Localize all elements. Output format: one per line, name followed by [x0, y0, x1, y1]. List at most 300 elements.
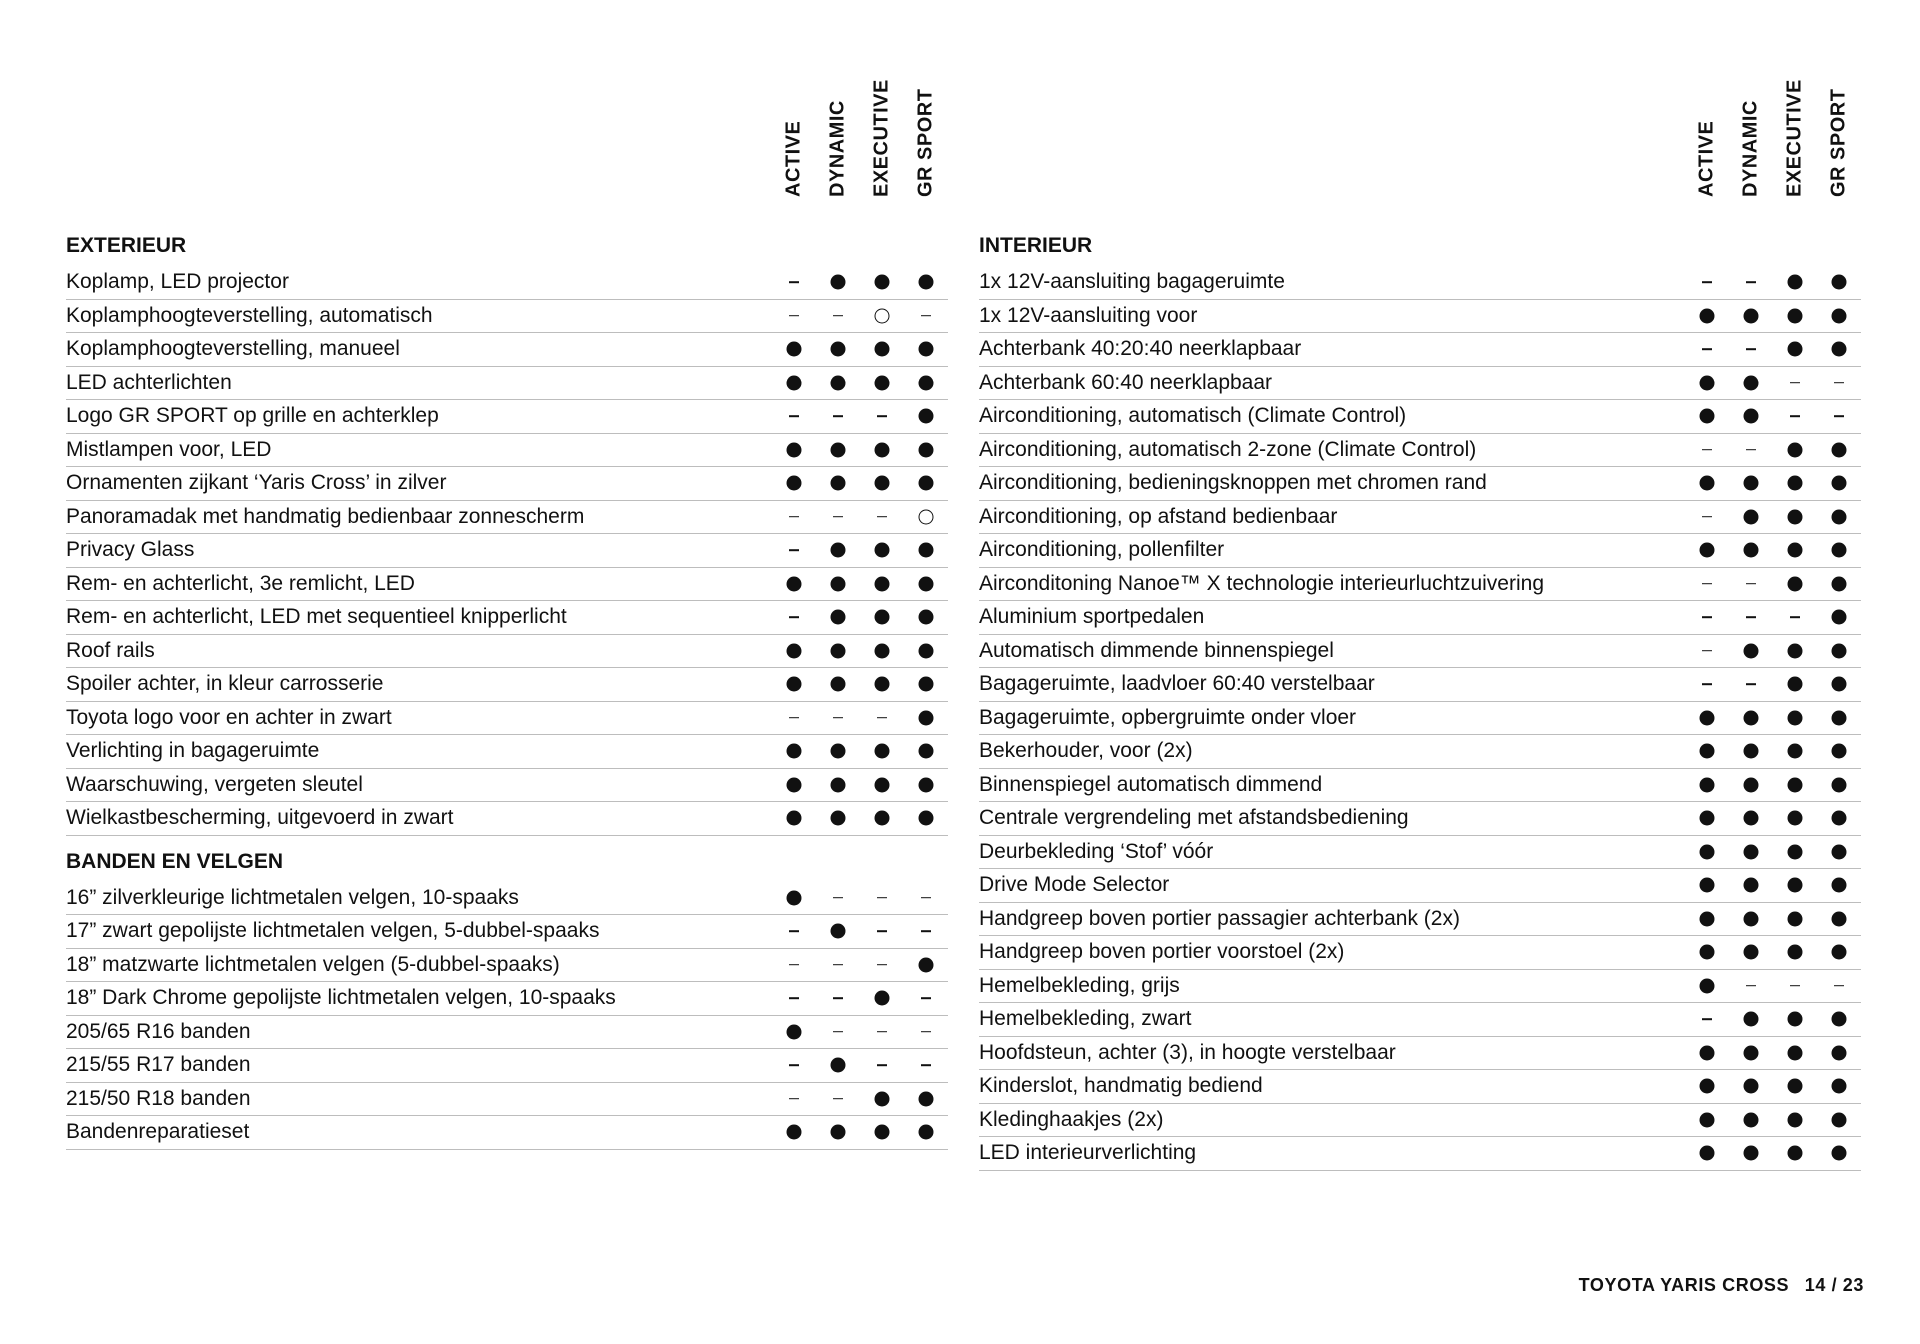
availability-cells [772, 882, 948, 915]
feature-label: Spoiler achter, in kleur carrosserie [66, 672, 384, 695]
not-available-dash-icon [877, 1031, 887, 1033]
table-row [979, 1003, 1861, 1037]
availability-cell [772, 568, 816, 601]
availability-cell [1729, 300, 1773, 333]
not-available-dash-icon [1746, 281, 1756, 283]
table-row [66, 635, 948, 669]
availability-cell [816, 434, 860, 467]
standard-dot-icon [1832, 275, 1847, 290]
availability-cell [860, 400, 904, 433]
availability-cell [1685, 534, 1729, 567]
availability-cell [904, 915, 948, 948]
grade-label: DYNAMIC [1739, 100, 1762, 197]
availability-cell [1685, 501, 1729, 534]
availability-cells [1685, 1070, 1861, 1103]
not-available-dash-icon [877, 717, 887, 719]
feature-label: Airconditioning, bedieningsknoppen met chromen rand [979, 471, 1487, 494]
availability-cell [860, 601, 904, 634]
availability-cell [772, 915, 816, 948]
availability-cells [1685, 668, 1861, 701]
availability-cell [904, 802, 948, 835]
standard-dot-icon [1832, 677, 1847, 692]
table-row [979, 367, 1861, 401]
feature-label: 18” matzwarte lichtmetalen velgen (5-dubbel-spaaks) [66, 952, 560, 976]
availability-cell [1817, 568, 1861, 601]
availability-cell [1685, 635, 1729, 668]
availability-cell [904, 702, 948, 735]
availability-cell [1773, 568, 1817, 601]
table-row [66, 434, 948, 468]
availability-cell [1773, 1137, 1817, 1170]
standard-dot-icon [1788, 476, 1803, 491]
availability-cell [860, 702, 904, 735]
not-available-dash-icon [833, 1031, 843, 1033]
availability-cell [1685, 668, 1729, 701]
availability-cell [860, 769, 904, 802]
availability-cell [1817, 903, 1861, 936]
feature-label: Koplamphoogteverstelling, manueel [66, 337, 400, 360]
availability-cell [1817, 1003, 1861, 1036]
availability-cell [1817, 1104, 1861, 1137]
standard-dot-icon [919, 744, 934, 759]
not-available-dash-icon [1702, 1018, 1712, 1020]
not-available-dash-icon [921, 897, 931, 899]
standard-dot-icon [1700, 945, 1715, 960]
feature-label: Panoramadak met handmatig bedienbaar zonnescherm [66, 504, 585, 528]
availability-cell [1817, 635, 1861, 668]
availability-cell [1817, 434, 1861, 467]
standard-dot-icon [875, 342, 890, 357]
availability-cell [1817, 467, 1861, 500]
table-row [979, 936, 1861, 970]
availability-cell [816, 333, 860, 366]
availability-cell [1773, 300, 1817, 333]
grade-header [860, 79, 904, 220]
not-available-dash-icon [1746, 348, 1756, 350]
availability-cells [1685, 869, 1861, 902]
availability-cell [860, 949, 904, 982]
availability-cell [816, 400, 860, 433]
availability-cell [1773, 668, 1817, 701]
availability-cell [860, 300, 904, 333]
not-available-dash-icon [1746, 583, 1756, 585]
table-row [979, 534, 1861, 568]
availability-cell [816, 769, 860, 802]
availability-cell [1773, 702, 1817, 735]
feature-label: Hemelbekleding, zwart [979, 1007, 1192, 1030]
standard-dot-icon [831, 1058, 846, 1073]
feature-label: Aluminium sportpedalen [979, 605, 1205, 628]
table-row [66, 300, 948, 334]
standard-dot-icon [831, 643, 846, 658]
table-row [979, 970, 1861, 1004]
availability-cell [816, 367, 860, 400]
availability-cell [772, 501, 816, 534]
feature-label: Airconditioning, automatisch 2-zone (Climate Control) [979, 437, 1477, 461]
availability-cell [1729, 702, 1773, 735]
standard-dot-icon [1700, 911, 1715, 926]
availability-cells [1685, 601, 1861, 634]
not-available-dash-icon [877, 1064, 887, 1066]
standard-dot-icon [787, 890, 802, 905]
feature-label: Kinderslot, handmatig bediend [979, 1074, 1263, 1097]
availability-cell [1685, 333, 1729, 366]
availability-cell [860, 333, 904, 366]
availability-cell [1685, 1104, 1729, 1137]
not-available-dash-icon [1702, 683, 1712, 685]
not-available-dash-icon [877, 897, 887, 899]
standard-dot-icon [787, 476, 802, 491]
table-row [66, 735, 948, 769]
standard-dot-icon [1744, 911, 1759, 926]
standard-dot-icon [831, 543, 846, 558]
availability-cell [1773, 1003, 1817, 1036]
availability-cell [1685, 300, 1729, 333]
standard-dot-icon [1832, 610, 1847, 625]
availability-cells [772, 982, 948, 1015]
standard-dot-icon [831, 811, 846, 826]
feature-label: Kledinghaakjes (2x) [979, 1107, 1164, 1131]
availability-cell [1729, 1137, 1773, 1170]
feature-label: Hemelbekleding, grijs [979, 973, 1180, 997]
availability-cell [1817, 936, 1861, 969]
table-row [66, 333, 948, 367]
table-row [66, 1049, 948, 1083]
availability-cell [1729, 333, 1773, 366]
standard-dot-icon [1700, 308, 1715, 323]
feature-label: Airconditoning Nanoe™ X technologie interieurluchtzuivering [979, 571, 1545, 595]
not-available-dash-icon [877, 930, 887, 932]
feature-label: Rem- en achterlicht, LED met sequentieel knipperlicht [66, 605, 567, 628]
availability-cell [1685, 1037, 1729, 1070]
page-number: 14 / 23 [1804, 1275, 1864, 1295]
standard-dot-icon [1788, 744, 1803, 759]
availability-cell [772, 434, 816, 467]
standard-dot-icon [919, 442, 934, 457]
availability-cell [1773, 769, 1817, 802]
table-row [66, 467, 948, 501]
table-row [66, 802, 948, 836]
feature-table-right [979, 232, 1861, 1171]
standard-dot-icon [1832, 878, 1847, 893]
not-available-dash-icon [921, 315, 931, 317]
availability-cell [904, 1083, 948, 1116]
standard-dot-icon [1700, 710, 1715, 725]
standard-dot-icon [875, 1091, 890, 1106]
not-available-dash-icon [1702, 616, 1712, 618]
availability-cells [1685, 970, 1861, 1003]
table-row [66, 400, 948, 434]
availability-cell [1817, 601, 1861, 634]
standard-dot-icon [787, 576, 802, 591]
feature-label: Bandenreparatieset [66, 1120, 250, 1143]
feature-label: Bagageruimte, laadvloer 60:40 verstelbaar [979, 672, 1375, 695]
not-available-dash-icon [833, 897, 843, 899]
standard-dot-icon [1832, 442, 1847, 457]
standard-dot-icon [1788, 777, 1803, 792]
availability-cells [772, 534, 948, 567]
standard-dot-icon [1744, 945, 1759, 960]
standard-dot-icon [919, 409, 934, 424]
availability-cell [1817, 534, 1861, 567]
feature-label: Koplamp, LED projector [66, 270, 289, 293]
grade-label: DYNAMIC [826, 100, 849, 197]
availability-cell [1773, 266, 1817, 299]
availability-cell [1729, 836, 1773, 869]
table-row [979, 333, 1861, 367]
standard-dot-icon [1832, 777, 1847, 792]
standard-dot-icon [875, 476, 890, 491]
table-row [979, 702, 1861, 736]
grade-header [904, 88, 948, 220]
standard-dot-icon [875, 610, 890, 625]
feature-label: Wielkastbescherming, uitgevoerd in zwart [66, 806, 454, 829]
availability-cells [772, 300, 948, 333]
standard-dot-icon [919, 576, 934, 591]
availability-cell [860, 501, 904, 534]
availability-cell [1817, 1137, 1861, 1170]
standard-dot-icon [787, 811, 802, 826]
availability-cell [1817, 367, 1861, 400]
standard-dot-icon [1700, 811, 1715, 826]
availability-cell [904, 982, 948, 1015]
availability-cells [1685, 300, 1861, 333]
standard-dot-icon [831, 275, 846, 290]
availability-cell [904, 467, 948, 500]
grade-label: GR SPORT [914, 88, 937, 197]
feature-label: Mistlampen voor, LED [66, 437, 272, 461]
availability-cell [1773, 333, 1817, 366]
availability-cell [816, 1083, 860, 1116]
not-available-dash-icon [1834, 382, 1844, 384]
not-available-dash-icon [789, 964, 799, 966]
availability-cell [816, 702, 860, 735]
standard-dot-icon [1700, 777, 1715, 792]
table-row [66, 1016, 948, 1050]
availability-cell [1685, 434, 1729, 467]
standard-dot-icon [1832, 744, 1847, 759]
standard-dot-icon [875, 811, 890, 826]
not-available-dash-icon [921, 997, 931, 999]
availability-cell [1773, 836, 1817, 869]
grade-label: EXECUTIVE [870, 79, 893, 197]
availability-cell [1817, 836, 1861, 869]
feature-label: 1x 12V-aansluiting voor [979, 303, 1198, 327]
standard-dot-icon [1788, 1146, 1803, 1161]
feature-label: 16” zilverkleurige lichtmetalen velgen, 10-spaaks [66, 885, 519, 909]
standard-dot-icon [787, 777, 802, 792]
availability-cells [1685, 802, 1861, 835]
availability-cells [772, 400, 948, 433]
feature-label: 18” Dark Chrome gepolijste lichtmetalen velgen, 10-spaaks [66, 986, 616, 1009]
footer-title: TOYOTA YARIS CROSS [1578, 1275, 1790, 1295]
availability-cell [772, 601, 816, 634]
availability-cells [772, 333, 948, 366]
availability-cell [816, 1016, 860, 1049]
availability-cell [1729, 1037, 1773, 1070]
feature-label: Handgreep boven portier voorstoel (2x) [979, 940, 1345, 963]
grade-headers [1685, 79, 1861, 220]
availability-cell [904, 1016, 948, 1049]
availability-cell [1729, 434, 1773, 467]
not-available-dash-icon [921, 930, 931, 932]
standard-dot-icon [1832, 342, 1847, 357]
standard-dot-icon [875, 275, 890, 290]
availability-cells [772, 702, 948, 735]
availability-cells [1685, 1037, 1861, 1070]
availability-cell [816, 1116, 860, 1149]
availability-cell [860, 367, 904, 400]
standard-dot-icon [919, 610, 934, 625]
availability-cell [816, 300, 860, 333]
availability-cell [772, 367, 816, 400]
availability-cell [1729, 970, 1773, 1003]
availability-cells [772, 367, 948, 400]
availability-cell [1685, 702, 1729, 735]
availability-cell [816, 1049, 860, 1082]
availability-cell [904, 300, 948, 333]
not-available-dash-icon [1746, 683, 1756, 685]
feature-label: Waarschuwing, vergeten sleutel [66, 772, 363, 796]
standard-dot-icon [1700, 978, 1715, 993]
standard-dot-icon [1744, 1112, 1759, 1127]
feature-label: Deurbekleding ‘Stof’ vóór [979, 839, 1214, 863]
table-row [979, 836, 1861, 870]
not-available-dash-icon [921, 1064, 931, 1066]
standard-dot-icon [919, 342, 934, 357]
availability-cells [1685, 1104, 1861, 1137]
not-available-dash-icon [1702, 650, 1712, 652]
standard-dot-icon [831, 744, 846, 759]
table-row [979, 1137, 1861, 1171]
standard-dot-icon [1700, 744, 1715, 759]
availability-cell [772, 467, 816, 500]
not-available-dash-icon [1702, 516, 1712, 518]
availability-cell [1773, 735, 1817, 768]
availability-cells [1685, 434, 1861, 467]
availability-cell [1817, 1070, 1861, 1103]
standard-dot-icon [919, 811, 934, 826]
availability-cells [1685, 1003, 1861, 1036]
availability-cell [1773, 802, 1817, 835]
availability-cell [1729, 534, 1773, 567]
not-available-dash-icon [789, 997, 799, 999]
availability-cell [772, 1049, 816, 1082]
standard-dot-icon [1788, 1045, 1803, 1060]
not-available-dash-icon [789, 315, 799, 317]
not-available-dash-icon [789, 1064, 799, 1066]
availability-cell [1817, 333, 1861, 366]
standard-dot-icon [1788, 342, 1803, 357]
table-row [66, 601, 948, 635]
availability-cell [772, 735, 816, 768]
optional-circle-icon [875, 308, 890, 323]
availability-cells [1685, 1137, 1861, 1170]
table-row [979, 434, 1861, 468]
section-title: INTERIEUR [979, 234, 1093, 257]
availability-cell [816, 467, 860, 500]
standard-dot-icon [1788, 911, 1803, 926]
standard-dot-icon [1788, 442, 1803, 457]
standard-dot-icon [1700, 878, 1715, 893]
availability-cell [860, 635, 904, 668]
availability-cells [772, 802, 948, 835]
standard-dot-icon [1744, 1079, 1759, 1094]
standard-dot-icon [919, 677, 934, 692]
feature-label: Privacy Glass [66, 538, 195, 561]
availability-cells [1685, 769, 1861, 802]
availability-cells [1685, 467, 1861, 500]
table-row [66, 982, 948, 1016]
not-available-dash-icon [833, 964, 843, 966]
availability-cell [860, 1083, 904, 1116]
availability-cells [772, 635, 948, 668]
feature-label: LED achterlichten [66, 370, 232, 394]
table-row [66, 668, 948, 702]
availability-cell [904, 882, 948, 915]
availability-cell [1685, 903, 1729, 936]
standard-dot-icon [831, 677, 846, 692]
availability-cell [904, 735, 948, 768]
availability-cells [772, 434, 948, 467]
feature-label: Hoofdsteun, achter (3), in hoogte verstelbaar [979, 1040, 1396, 1064]
table-row [66, 1083, 948, 1117]
availability-cell [860, 982, 904, 1015]
availability-cells [1685, 568, 1861, 601]
availability-cell [1685, 266, 1729, 299]
availability-cell [860, 882, 904, 915]
not-available-dash-icon [789, 415, 799, 417]
standard-dot-icon [1788, 677, 1803, 692]
section-gap [66, 836, 948, 848]
availability-cell [860, 266, 904, 299]
feature-label: Airconditioning, op afstand bedienbaar [979, 504, 1338, 528]
standard-dot-icon [787, 1125, 802, 1140]
availability-cell [1773, 1037, 1817, 1070]
standard-dot-icon [1788, 844, 1803, 859]
availability-cell [904, 601, 948, 634]
feature-label: Rem- en achterlicht, 3e remlicht, LED [66, 571, 415, 595]
availability-cell [816, 949, 860, 982]
feature-label: Airconditioning, automatisch (Climate Control) [979, 404, 1407, 427]
standard-dot-icon [919, 275, 934, 290]
standard-dot-icon [875, 442, 890, 457]
availability-cell [816, 882, 860, 915]
table-row [66, 367, 948, 401]
standard-dot-icon [875, 1125, 890, 1140]
availability-cell [772, 400, 816, 433]
standard-dot-icon [1832, 1012, 1847, 1027]
standard-dot-icon [831, 1125, 846, 1140]
standard-dot-icon [875, 375, 890, 390]
availability-cell [904, 400, 948, 433]
not-available-dash-icon [1702, 348, 1712, 350]
standard-dot-icon [831, 610, 846, 625]
feature-label: Koplamphoogteverstelling, automatisch [66, 303, 433, 327]
standard-dot-icon [787, 643, 802, 658]
standard-dot-icon [831, 375, 846, 390]
not-available-dash-icon [789, 930, 799, 932]
not-available-dash-icon [1746, 985, 1756, 987]
standard-dot-icon [1788, 509, 1803, 524]
availability-cell [816, 568, 860, 601]
availability-cell [772, 702, 816, 735]
table-row [66, 915, 948, 949]
standard-dot-icon [1700, 1112, 1715, 1127]
availability-cell [1773, 903, 1817, 936]
standard-dot-icon [1788, 710, 1803, 725]
standard-dot-icon [831, 442, 846, 457]
